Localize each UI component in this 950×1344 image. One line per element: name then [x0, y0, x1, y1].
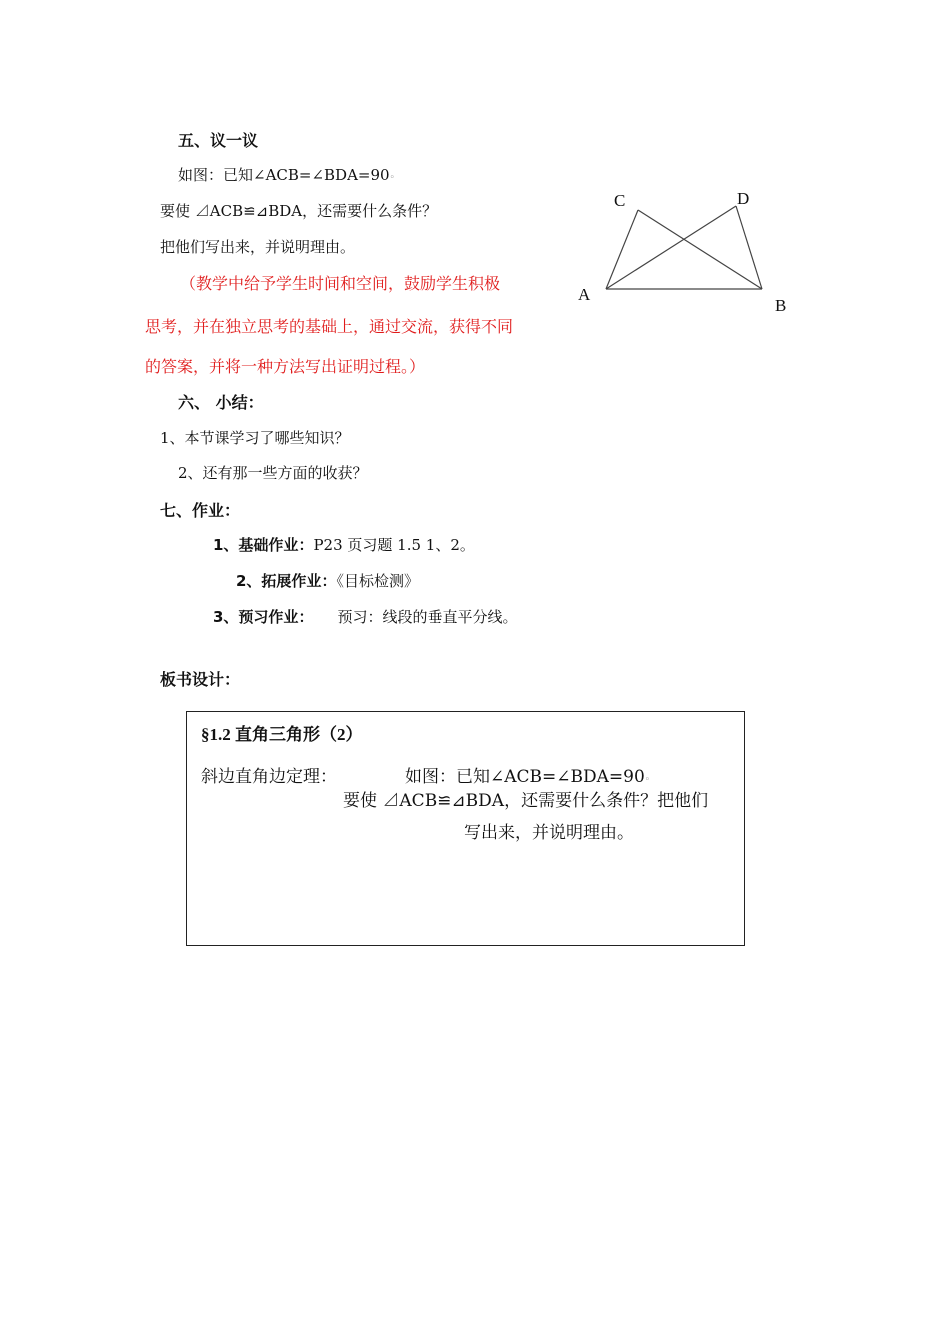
teaching-note-line1: （教学中给予学生时间和空间，鼓励学生积极 — [180, 274, 501, 293]
label-b: B — [775, 296, 787, 315]
board-line3: 写出来，并说明理由。 — [464, 823, 634, 843]
segment-ac — [606, 210, 638, 289]
homework-1 — [213, 534, 475, 555]
summary-item-1: 1、本节课学习了哪些知识？ — [160, 429, 350, 447]
homework-3 — [213, 606, 517, 627]
teaching-note-line2: 思考，并在独立思考的基础上，通过交流，获得不同 — [145, 317, 514, 336]
label-d: D — [737, 189, 750, 208]
section7-heading: 七、作业： — [160, 501, 241, 520]
section5-heading: 五、议一议 — [178, 131, 259, 150]
triangle-figure — [570, 180, 810, 330]
homework-2-text: 《目标检测》 — [336, 572, 419, 590]
board-theorem: 斜边直角边定理： — [201, 767, 337, 787]
homework-1-label: 1、基础作业： — [213, 536, 314, 554]
board-design-label: 板书设计： — [160, 670, 241, 689]
summary-item-2: 2、还有那一些方面的收获？ — [178, 464, 368, 482]
homework-3-text: 预习：线段的垂直平分线。 — [337, 608, 518, 626]
board-line1: 如图：已知∠ACB=∠BDA=90◦ — [405, 767, 651, 787]
board-title: §1.2 直角三角形（2） — [201, 725, 363, 744]
label-a: A — [578, 285, 591, 304]
segment-cb — [638, 210, 762, 289]
teaching-note-line3: 的答案，并将一种方法写出证明过程。） — [145, 357, 426, 376]
segment-bd — [736, 206, 762, 289]
homework-2 — [236, 570, 419, 591]
section5-line1: 如图：已知∠ACB=∠BDA=90◦ — [178, 166, 395, 184]
section5-line2: 要使 ⊿ACB≌⊿BDA，还需要什么条件？ — [160, 202, 438, 220]
label-c: C — [614, 191, 626, 210]
board-line2: 要使 ⊿ACB≌⊿BDA，还需要什么条件？把他们 — [343, 791, 709, 811]
homework-2-label: 2、拓展作业： — [236, 572, 337, 590]
segment-ad — [606, 206, 736, 289]
board-design-box — [186, 711, 745, 946]
section6-heading: 六、 小结： — [178, 393, 264, 412]
homework-3-label: 3、预习作业： — [213, 608, 314, 626]
homework-1-text: P23 页习题 1.5 1、2。 — [313, 536, 475, 554]
section5-line3: 把他们写出来，并说明理由。 — [160, 238, 356, 256]
